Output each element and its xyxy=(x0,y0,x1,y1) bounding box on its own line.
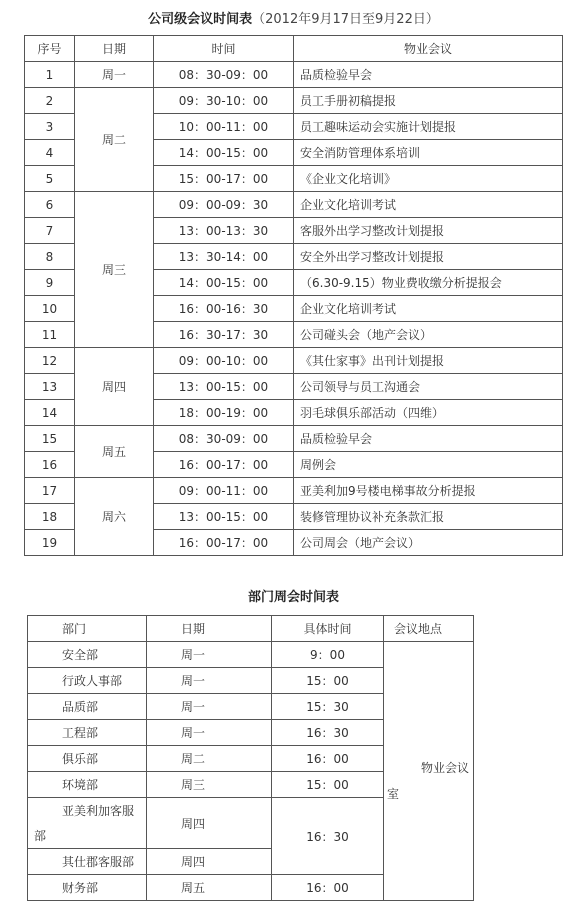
row-number-cell: 11 xyxy=(25,322,75,348)
row-number-cell: 13 xyxy=(25,374,75,400)
title-date-range: （2012年9月17日至9月22日） xyxy=(252,12,439,27)
row-number-cell: 8 xyxy=(25,244,75,270)
header-date: 日期 xyxy=(147,616,272,642)
meeting-cell: 安全消防管理体系培训 xyxy=(294,140,563,166)
meeting-cell: 客服外出学习整改计划提报 xyxy=(294,218,563,244)
time-cell: 15：00 xyxy=(272,772,384,798)
meeting-cell: （6.30-9.15）物业费收缴分析提报会 xyxy=(294,270,563,296)
time-cell: 16：00 xyxy=(272,746,384,772)
company-meeting-table xyxy=(24,35,563,556)
day-cell: 周二 xyxy=(147,746,272,772)
meeting-cell: 企业文化培训考试 xyxy=(294,296,563,322)
title-main: 公司级会议时间表 xyxy=(148,12,253,27)
dept-cell xyxy=(28,798,147,849)
row-number-cell: 5 xyxy=(25,166,75,192)
header-time: 具体时间 xyxy=(272,616,384,642)
meeting-cell: 品质检验早会 xyxy=(294,62,563,88)
meeting-cell: 员工手册初稿提报 xyxy=(294,88,563,114)
time-cell: 15：30 xyxy=(272,694,384,720)
time-cell: 13：00-15：00 xyxy=(154,504,294,530)
day-cell: 周三 xyxy=(75,192,154,348)
meeting-cell: 员工趣味运动会实施计划提报 xyxy=(294,114,563,140)
time-cell: 16：00-17：00 xyxy=(154,530,294,556)
location-cell xyxy=(384,642,474,901)
dept-text-cont: 部 xyxy=(34,829,47,843)
meeting-cell: 安全外出学习整改计划提报 xyxy=(294,244,563,270)
dept-cell: 品质部 xyxy=(28,694,147,720)
day-cell: 周四 xyxy=(147,798,272,849)
row-number-cell: 16 xyxy=(25,452,75,478)
time-cell: 08：30-09：00 xyxy=(154,62,294,88)
time-cell: 09：30-10：00 xyxy=(154,88,294,114)
time-cell: 13：00-15：00 xyxy=(154,374,294,400)
day-cell: 周一 xyxy=(147,720,272,746)
header-location: 会议地点 xyxy=(384,616,474,642)
time-cell: 09：00-11：00 xyxy=(154,478,294,504)
meeting-cell: 《企业文化培训》 xyxy=(294,166,563,192)
row-number-cell: 17 xyxy=(25,478,75,504)
dept-cell: 行政人事部 xyxy=(28,668,147,694)
time-cell: 9：00 xyxy=(272,642,384,668)
time-cell: 18：00-19：00 xyxy=(154,400,294,426)
header-department: 部门 xyxy=(28,616,147,642)
meeting-cell: 品质检验早会 xyxy=(294,426,563,452)
row-number-cell: 18 xyxy=(25,504,75,530)
meeting-cell: 羽毛球俱乐部活动（四维） xyxy=(294,400,563,426)
table-header-row xyxy=(28,616,474,642)
time-cell: 08：30-09：00 xyxy=(154,426,294,452)
day-cell: 周一 xyxy=(147,694,272,720)
meeting-cell: 《其仕家事》出刊计划提报 xyxy=(294,348,563,374)
row-number-cell: 3 xyxy=(25,114,75,140)
time-cell: 13：00-13：30 xyxy=(154,218,294,244)
time-cell: 16：00 xyxy=(272,875,384,901)
header-date: 日期 xyxy=(75,36,154,62)
day-cell: 周五 xyxy=(147,875,272,901)
dept-cell: 其仕郡客服部 xyxy=(28,849,147,875)
table-row xyxy=(25,426,563,452)
day-cell: 周一 xyxy=(147,668,272,694)
meeting-cell: 公司碰头会（地产会议） xyxy=(294,322,563,348)
row-number-cell: 4 xyxy=(25,140,75,166)
time-cell: 16：00-16：30 xyxy=(154,296,294,322)
meeting-cell: 亚美利加9号楼电梯事故分析提报 xyxy=(294,478,563,504)
dept-cell: 安全部 xyxy=(28,642,147,668)
time-cell: 13：30-14：00 xyxy=(154,244,294,270)
time-cell: 16：30 xyxy=(272,798,384,875)
row-number-cell: 19 xyxy=(25,530,75,556)
row-number-cell: 7 xyxy=(25,218,75,244)
department-meeting-table xyxy=(27,615,474,901)
row-number-cell: 2 xyxy=(25,88,75,114)
day-cell: 周六 xyxy=(75,478,154,556)
meeting-cell: 周例会 xyxy=(294,452,563,478)
time-cell: 14：00-15：00 xyxy=(154,140,294,166)
time-cell: 10：00-11：00 xyxy=(154,114,294,140)
meeting-cell: 企业文化培训考试 xyxy=(294,192,563,218)
time-cell: 16：30 xyxy=(272,720,384,746)
table-row xyxy=(25,348,563,374)
time-cell: 16：30-17：30 xyxy=(154,322,294,348)
time-cell: 09：00-09：30 xyxy=(154,192,294,218)
table-row xyxy=(25,192,563,218)
meeting-cell: 装修管理协议补充条款汇报 xyxy=(294,504,563,530)
row-number-cell: 1 xyxy=(25,62,75,88)
dept-cell: 财务部 xyxy=(28,875,147,901)
row-number-cell: 9 xyxy=(25,270,75,296)
meeting-cell: 公司领导与员工沟通会 xyxy=(294,374,563,400)
time-cell: 09：00-10：00 xyxy=(154,348,294,374)
table-row xyxy=(25,88,563,114)
dept-text: 亚美利加客服 xyxy=(62,804,135,818)
day-cell: 周四 xyxy=(75,348,154,426)
day-cell: 周一 xyxy=(75,62,154,88)
table-row xyxy=(25,478,563,504)
row-number-cell: 6 xyxy=(25,192,75,218)
row-number-cell: 14 xyxy=(25,400,75,426)
row-number-cell: 12 xyxy=(25,348,75,374)
table-row xyxy=(25,62,563,88)
time-cell: 16：00-17：00 xyxy=(154,452,294,478)
time-cell: 14：00-15：00 xyxy=(154,270,294,296)
row-number-cell: 15 xyxy=(25,426,75,452)
schedule-title-department xyxy=(0,586,587,605)
dept-cell: 俱乐部 xyxy=(28,746,147,772)
title-dept: 部门周会时间表 xyxy=(247,590,339,605)
location-text-cont: 室 xyxy=(387,787,400,801)
table-header-row xyxy=(25,36,563,62)
table-row xyxy=(28,642,474,668)
header-time: 时间 xyxy=(154,36,294,62)
schedule-title-company xyxy=(0,8,587,27)
dept-cell: 环境部 xyxy=(28,772,147,798)
day-cell: 周一 xyxy=(147,642,272,668)
dept-cell: 工程部 xyxy=(28,720,147,746)
day-cell: 周二 xyxy=(75,88,154,192)
header-meeting: 物业会议 xyxy=(294,36,563,62)
day-cell: 周五 xyxy=(75,426,154,478)
row-number-cell: 10 xyxy=(25,296,75,322)
day-cell: 周四 xyxy=(147,849,272,875)
day-cell: 周三 xyxy=(147,772,272,798)
time-cell: 15：00 xyxy=(272,668,384,694)
meeting-cell: 公司周会（地产会议） xyxy=(294,530,563,556)
location-text: 物业会议 xyxy=(421,761,470,775)
time-cell: 15：00-17：00 xyxy=(154,166,294,192)
header-no: 序号 xyxy=(25,36,75,62)
